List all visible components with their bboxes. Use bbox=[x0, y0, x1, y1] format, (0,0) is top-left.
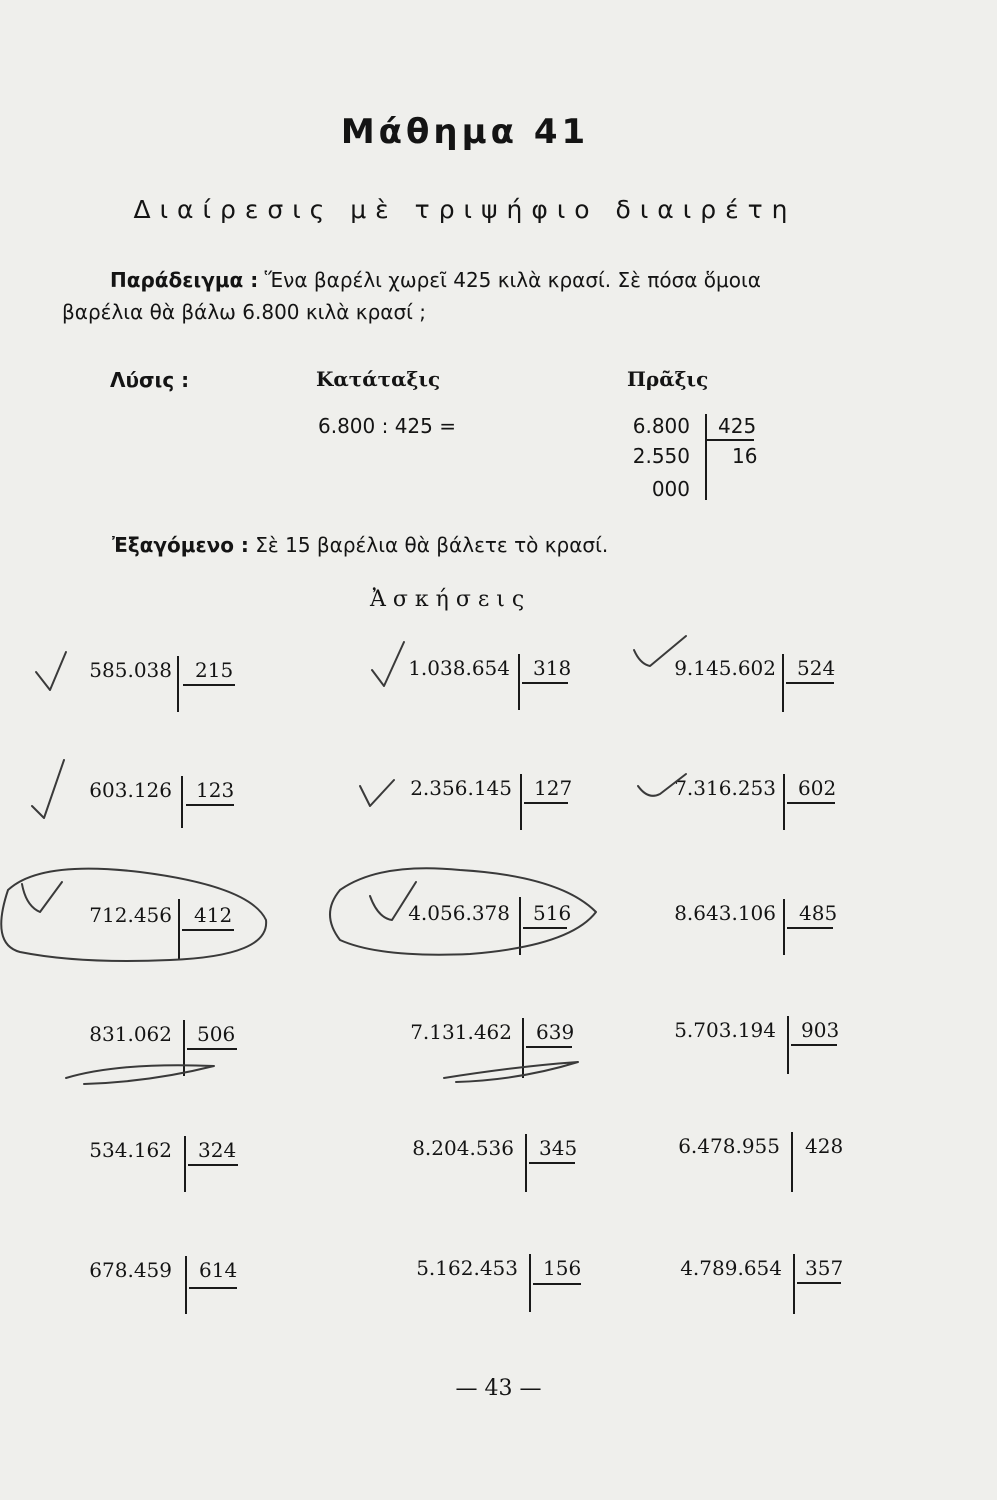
exercise-divisor: 357 bbox=[805, 1256, 844, 1280]
exercise-divisor: 639 bbox=[536, 1020, 575, 1044]
lesson-subtitle: Διαίρεσις μὲ τριψήφιο διαιρέτη bbox=[133, 195, 797, 224]
exercise-dividend: 5.162.453 bbox=[416, 1256, 518, 1280]
exercise-divisor: 506 bbox=[197, 1022, 236, 1046]
exercises-heading: Ἀσκήσεις bbox=[370, 587, 532, 612]
scribble-annotation-icon bbox=[66, 1065, 214, 1084]
exercise-divisor: 123 bbox=[196, 778, 235, 802]
scribble-annotation-icon bbox=[444, 1062, 578, 1082]
exercise-divisor: 156 bbox=[543, 1256, 582, 1280]
exercise-divisor: 428 bbox=[805, 1134, 844, 1158]
solution-label: Λύσις : bbox=[110, 368, 190, 392]
exercise-dividend: 9.145.602 bbox=[674, 656, 776, 680]
exercise-divisor: 412 bbox=[194, 903, 233, 927]
circle-annotation-icon bbox=[330, 868, 596, 955]
exercise-dividend: 7.316.253 bbox=[674, 776, 776, 800]
example-text-line1: Ἕνα βαρέλι χωρεῖ 425 κιλὰ κρασί. Σὲ πόσα ὅμοια bbox=[264, 268, 761, 292]
check-mark-icon bbox=[32, 760, 64, 818]
result-text: Σὲ 15 βαρέλια θὰ βάλετε τὸ κρασί. bbox=[255, 533, 609, 557]
exercise-divisor: 602 bbox=[798, 776, 837, 800]
exercise-dividend: 7.131.462 bbox=[410, 1020, 512, 1044]
check-mark-icon bbox=[370, 882, 416, 920]
exercise-divisor: 127 bbox=[534, 776, 573, 800]
check-mark-icon bbox=[36, 652, 66, 690]
check-mark-icon bbox=[638, 774, 686, 796]
result-label: Ἐξαγόμενο : bbox=[112, 533, 249, 557]
exercise-divisor: 345 bbox=[539, 1136, 578, 1160]
exercise-dividend: 712.456 bbox=[89, 903, 172, 927]
check-mark-icon bbox=[22, 882, 62, 912]
worked-dividend: 6.800 bbox=[632, 414, 690, 438]
check-mark-icon bbox=[360, 780, 394, 806]
arrangement-heading: Κατάταξις bbox=[316, 367, 441, 391]
exercise-divisor: 324 bbox=[198, 1138, 237, 1162]
exercise-divisor: 215 bbox=[195, 658, 234, 682]
exercise-divisor: 485 bbox=[799, 901, 838, 925]
worked-remainder-final: 000 bbox=[651, 477, 690, 501]
exercise-dividend: 6.478.955 bbox=[678, 1134, 780, 1158]
exercise-dividend: 603.126 bbox=[89, 778, 172, 802]
worked-quotient: 16 bbox=[732, 444, 758, 468]
exercise-dividend: 678.459 bbox=[89, 1258, 172, 1282]
check-mark-icon bbox=[372, 642, 404, 686]
check-mark-icon bbox=[634, 636, 686, 666]
exercise-divisor: 903 bbox=[801, 1018, 840, 1042]
page-number: — 43 — bbox=[455, 1376, 542, 1401]
worked-remainder-step: 2.550 bbox=[632, 444, 690, 468]
exercise-dividend: 1.038.654 bbox=[408, 656, 510, 680]
operation-heading: Πρᾶξις bbox=[627, 367, 709, 391]
exercise-dividend: 534.162 bbox=[89, 1138, 172, 1162]
exercise-divisor: 524 bbox=[797, 656, 836, 680]
exercise-dividend: 4.789.654 bbox=[680, 1256, 782, 1280]
exercise-divisor: 614 bbox=[199, 1258, 238, 1282]
example-text-line2: βαρέλια θὰ βάλω 6.800 κιλὰ κρασί ; bbox=[62, 300, 427, 324]
exercise-dividend: 8.643.106 bbox=[674, 901, 776, 925]
exercise-dividend: 831.062 bbox=[89, 1022, 172, 1046]
exercise-dividend: 4.056.378 bbox=[408, 901, 510, 925]
exercise-divisor: 318 bbox=[533, 656, 572, 680]
example-label: Παράδειγμα : bbox=[110, 268, 259, 292]
exercise-divisor: 516 bbox=[533, 901, 572, 925]
exercise-dividend: 8.204.536 bbox=[412, 1136, 514, 1160]
lesson-title: Μάθημα 41 bbox=[340, 112, 590, 152]
circle-annotation-icon bbox=[1, 869, 266, 961]
worked-divisor: 425 bbox=[718, 414, 757, 438]
arrangement-expression: 6.800 : 425 = bbox=[318, 414, 456, 438]
exercise-dividend: 2.356.145 bbox=[410, 776, 512, 800]
exercise-dividend: 5.703.194 bbox=[674, 1018, 776, 1042]
exercise-dividend: 585.038 bbox=[89, 658, 172, 682]
